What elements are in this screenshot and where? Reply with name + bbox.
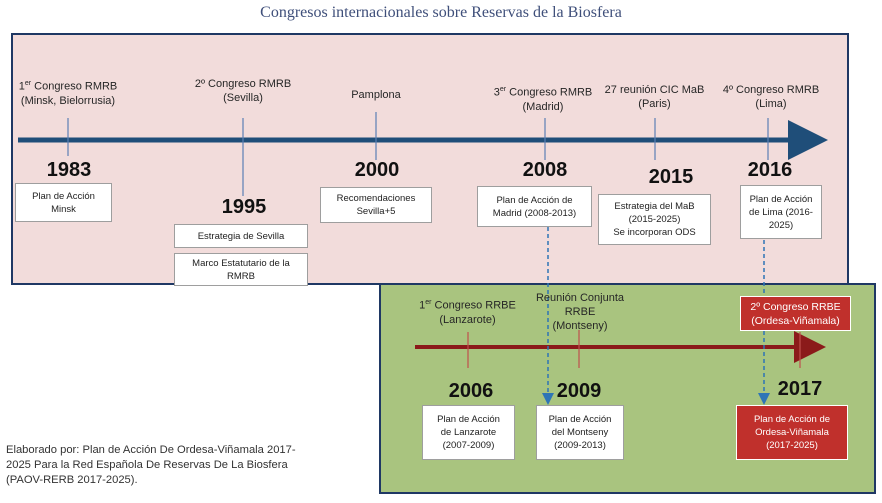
page-title: Congresos internacionales sobre Reservas de la Biosfera: [260, 4, 622, 21]
year-2000: 2000: [354, 159, 400, 181]
year-1983: 1983: [46, 159, 92, 181]
event-label-2015: 27 reunión CIC MaB (Paris): [604, 84, 705, 110]
outcome-box-2008: Plan de Acción de Madrid (2008-2013): [477, 186, 592, 227]
year-1995: 1995: [221, 196, 267, 218]
outcome-box-2000: Recomendaciones Sevilla+5: [320, 187, 432, 223]
outcome-box-1995: Estrategia de Sevilla: [174, 224, 308, 248]
event-label-2008: 3er Congreso RMRB (Madrid): [493, 86, 593, 113]
outcome-box-2006: Plan de Acción de Lanzarote (2007-2009): [422, 405, 515, 460]
outcome-box-2016: Plan de Acción de Lima (2016- 2025): [740, 185, 822, 239]
year-2017: 2017: [777, 378, 823, 400]
event-label-1995: 2º Congreso RMRB (Sevilla): [194, 78, 292, 104]
event-label-2016: 4º Congreso RMRB (Lima): [722, 84, 820, 110]
event-label-2017: 2º Congreso RRBE (Ordesa-Viñamala): [740, 296, 851, 331]
outcome-box-2017: Plan de Acción de Ordesa-Viñamala (2017-2025): [736, 405, 848, 460]
year-2006: 2006: [448, 380, 494, 402]
year-2016: 2016: [747, 159, 793, 181]
event-label-2006: 1er Congreso RRBE (Lanzarote): [419, 299, 516, 326]
event-label-2009: Reunión Conjunta RRBE (Montseny): [535, 292, 625, 332]
outcome-box-2015: Estrategia del MaB (2015-2025) Se incorporan ODS: [598, 194, 711, 245]
year-2008: 2008: [522, 159, 568, 181]
event-label-2000: Pamplona: [351, 89, 401, 101]
outcome-box-2009: Plan de Acción del Montseny (2009-2013): [536, 405, 624, 460]
outcome-box-1995-statute: Marco Estatutario de la RMRB: [174, 253, 308, 286]
year-2015: 2015: [648, 166, 694, 188]
source-note: Elaborado por: Plan de Acción De Ordesa-Viñamala 2017- 2025 Para la Red Española De Reservas De La Biosfera (PAOV-RERB 2017-2025).: [6, 444, 296, 486]
event-label-1983: 1er Congreso RMRB (Minsk, Bielorrusia): [18, 80, 118, 107]
year-2009: 2009: [556, 380, 602, 402]
outcome-box-1983: Plan de Acción Minsk: [15, 183, 112, 222]
